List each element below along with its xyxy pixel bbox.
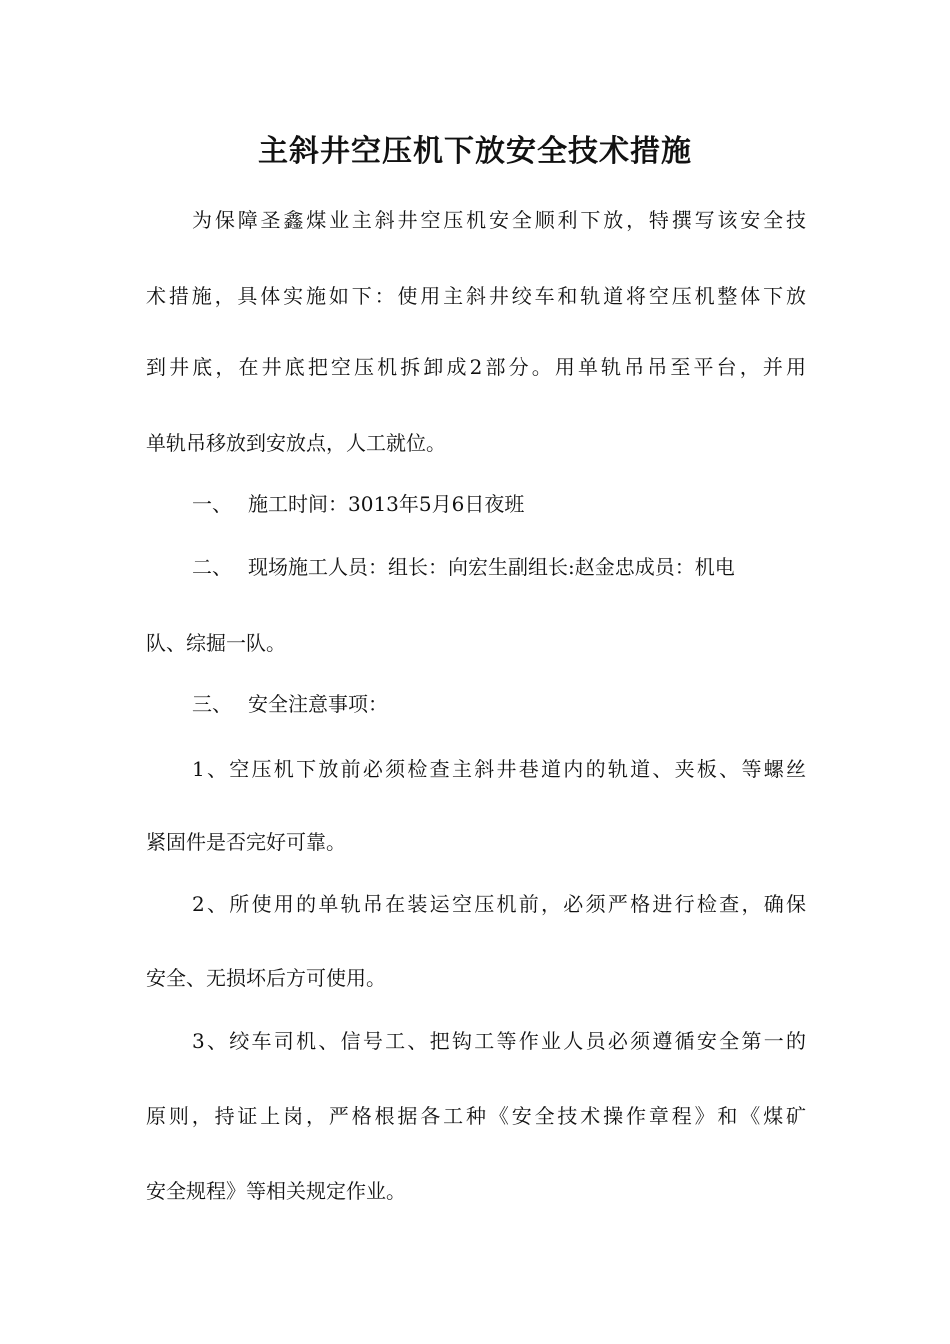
- section-1-heading: [192, 490, 806, 518]
- intro-line-4: 单轨吊移放到安放点，人工就位。: [146, 431, 446, 455]
- section-3-text: 安全注意事项：: [248, 692, 388, 716]
- intro-line-2: 术措施，具体实施如下：使用主斜井绞车和轨道将空压机整体下放: [146, 284, 806, 308]
- intro-line-3: 到井底，在井底把空压机拆卸成2部分。用单轨吊吊至平台，并用: [146, 355, 806, 379]
- section-2-text: 现场施工人员：组长：向宏生副组长:赵金忠成员：机电: [248, 555, 735, 579]
- item-2-line-1: 2、所使用的单轨吊在装运空压机前，必须严格进行检查，确保: [192, 892, 806, 916]
- item-3-line-3: 安全规程》等相关规定作业。: [146, 1179, 406, 1203]
- item-3-line-2: 原则，持证上岗，严格根据各工种《安全技术操作章程》和《煤矿: [146, 1104, 806, 1128]
- section-1-text: 施工时间：3013年5月6日夜班: [248, 492, 525, 516]
- item-1-line-1: 1、空压机下放前必须检查主斜井巷道内的轨道、夹板、等螺丝: [192, 757, 806, 781]
- section-2-continuation: 队、综掘一队。: [146, 631, 286, 655]
- item-3-line-1: 3、绞车司机、信号工、把钩工等作业人员必须遵循安全第一的: [192, 1029, 806, 1053]
- section-3-number: 三、: [192, 692, 232, 716]
- section-2-number: 二、: [192, 555, 232, 579]
- document-title: 主斜井空压机下放安全技术措施: [258, 134, 692, 169]
- item-2-line-2: 安全、无损坏后方可使用。: [146, 966, 386, 990]
- intro-line-1: 为保障圣鑫煤业主斜井空压机安全顺利下放，特撰写该安全技: [192, 208, 806, 232]
- section-1-number: 一、: [192, 492, 232, 516]
- item-1-line-2: 紧固件是否完好可靠。: [146, 830, 346, 854]
- section-2-heading: [192, 553, 806, 581]
- section-3-heading: [192, 690, 806, 718]
